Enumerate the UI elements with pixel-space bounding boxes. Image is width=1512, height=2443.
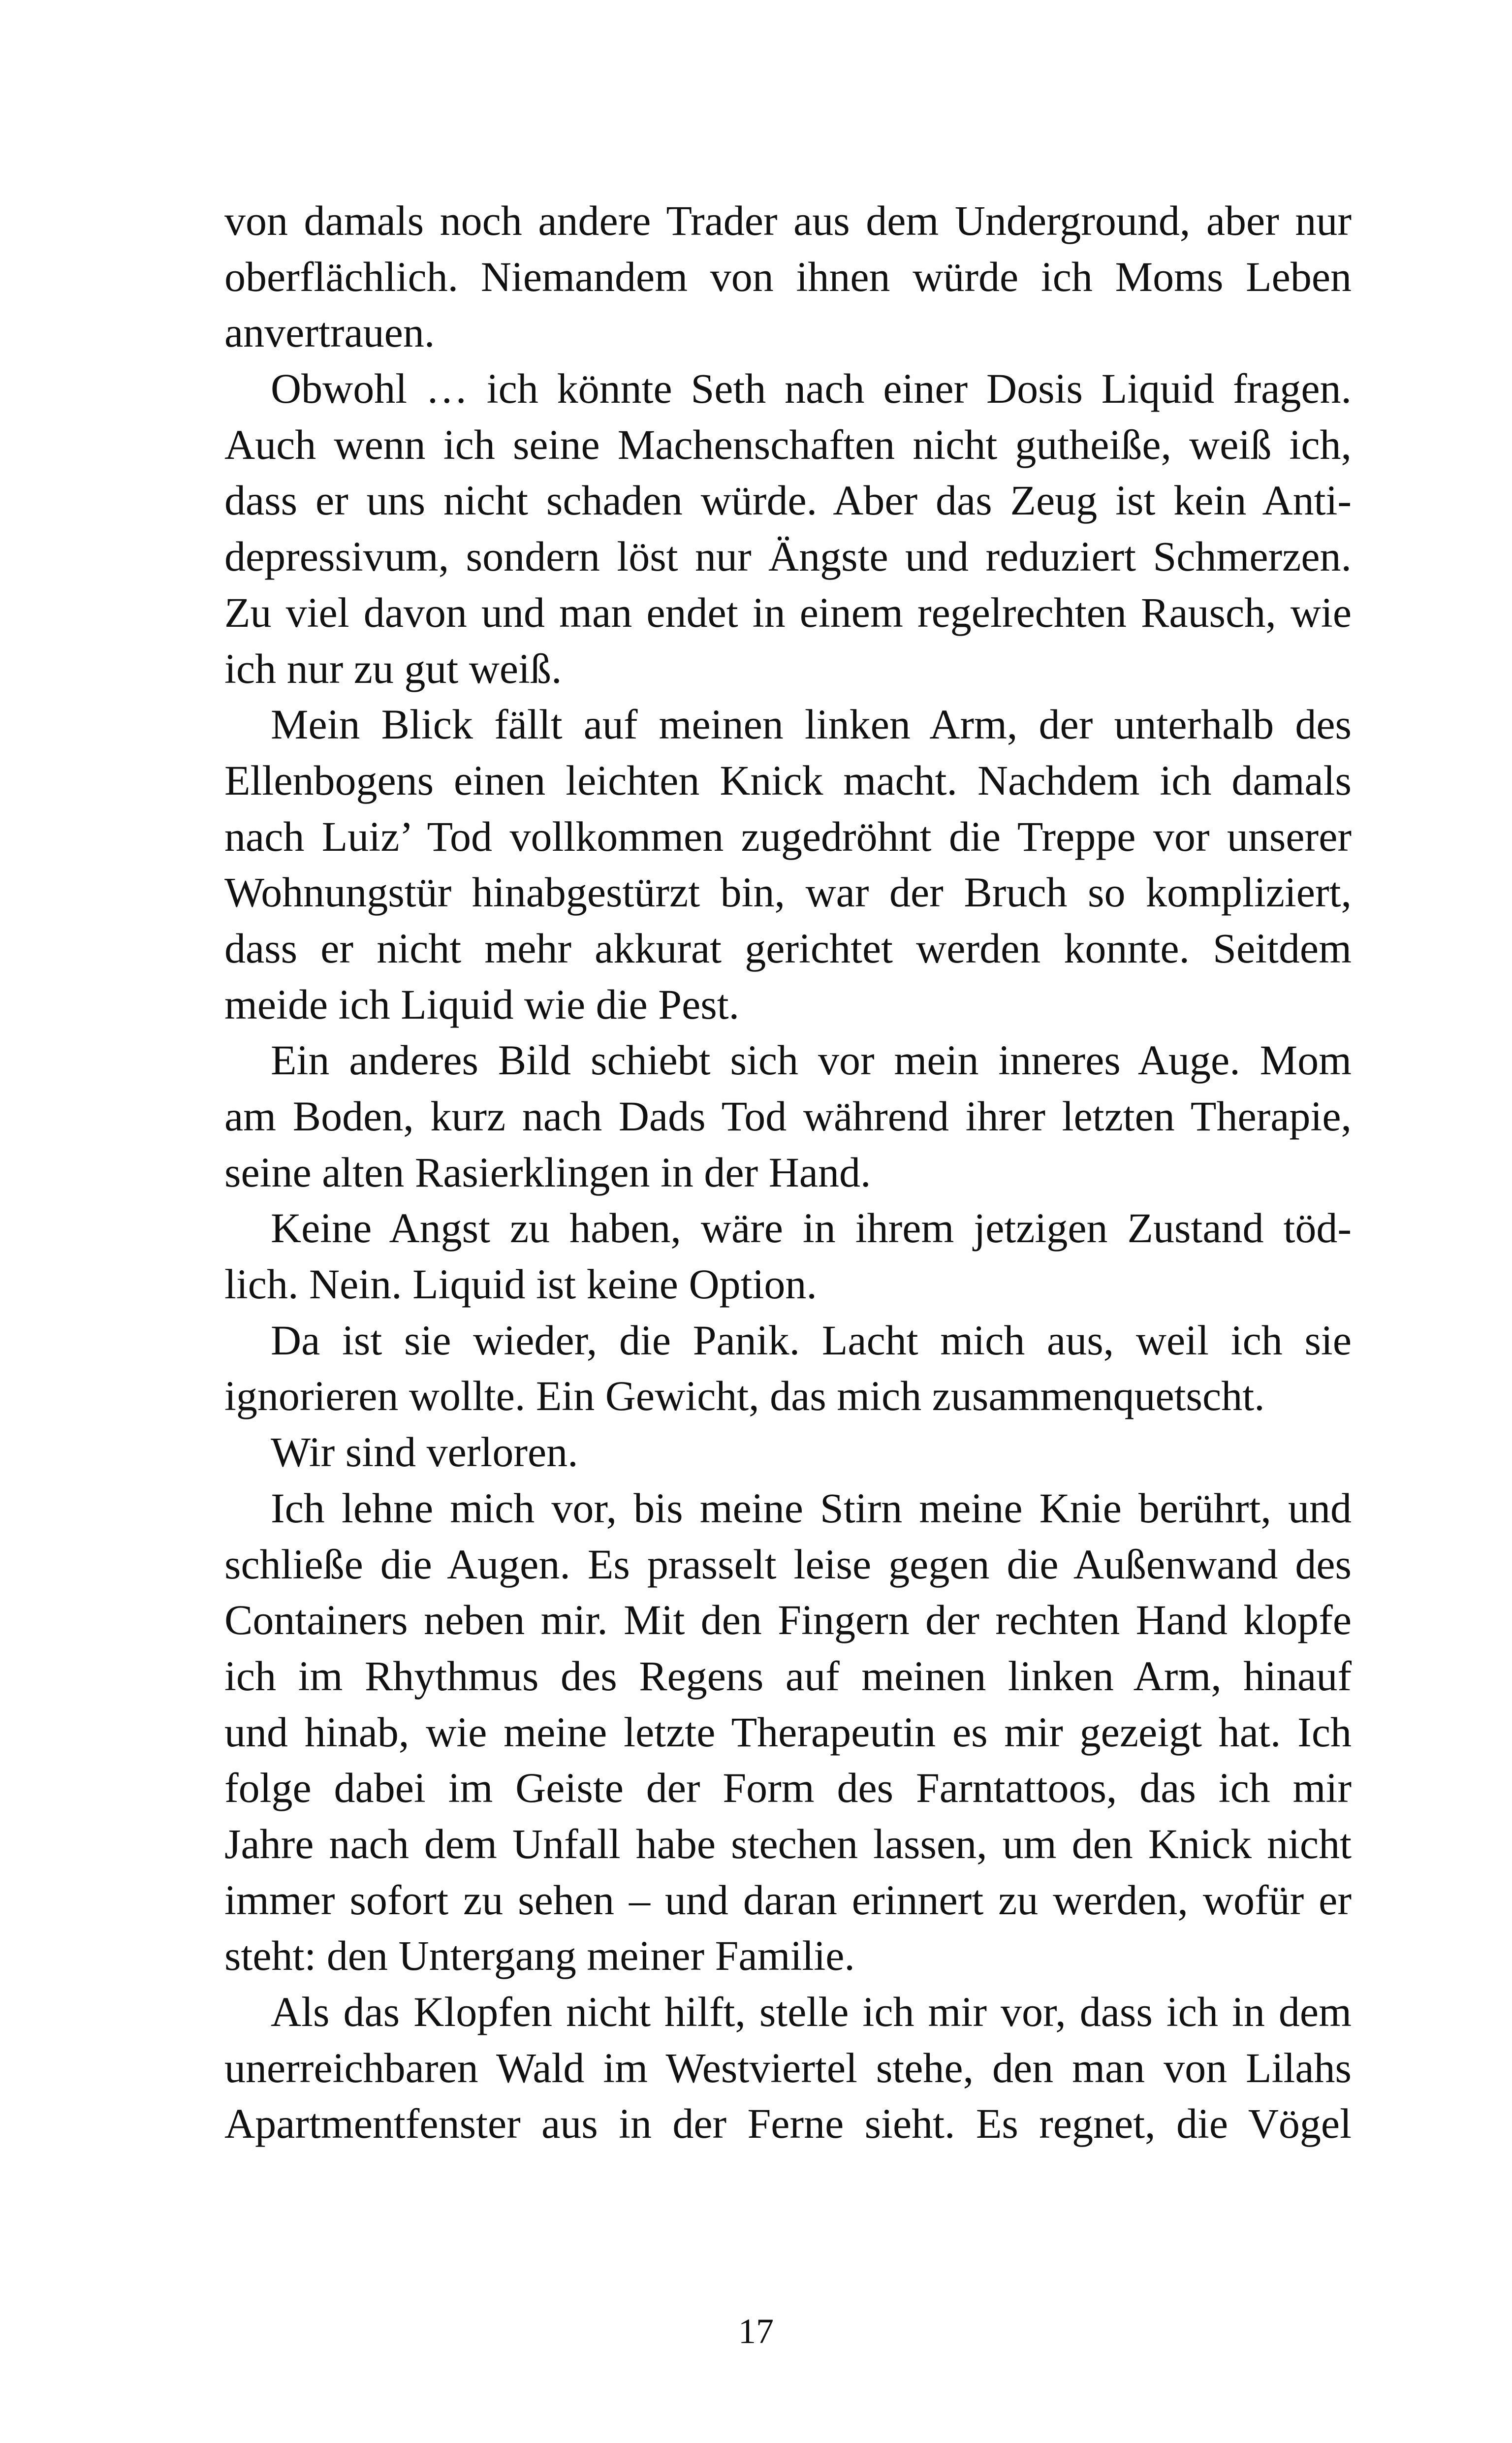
text-line: Mein Blick fällt auf meinen linken Arm, der unterhalb des [271, 701, 1352, 748]
text-line: von damals noch andere Trader aus dem Underground, aber nur [224, 197, 1352, 244]
text-line: Ein anderes Bild schiebt sich vor mein inneres Auge. Mom [271, 1036, 1352, 1084]
text-line: dass er uns nicht schaden würde. Aber das Zeug ist kein Anti- [224, 477, 1352, 524]
text-line: Ich lehne mich vor, bis meine Stirn meine Knie berührt, und [271, 1484, 1352, 1532]
text-line: Da ist sie wieder, die Panik. Lacht mich aus, weil ich sie [271, 1316, 1352, 1364]
text-line: Ellenbogens einen leichten Knick macht. Nachdem ich damals [224, 756, 1352, 804]
text-line: Zu viel davon und man endet in einem regelrechten Rausch, wie [224, 588, 1352, 636]
text-line: ich im Rhythmus des Regens auf meinen linken Arm, hinauf [224, 1652, 1352, 1700]
text-line: schließe die Augen. Es prasselt leise gegen die Außenwand des [224, 1540, 1352, 1588]
text-line: Wir sind verloren. [271, 1428, 578, 1476]
text-line: dass er nicht mehr akkurat gerichtet werden konnte. Seitdem [224, 924, 1352, 972]
text-line: unerreichbaren Wald im Westviertel stehe, den man von Lilahs [224, 2044, 1352, 2091]
text-line: steht: den Untergang meiner Familie. [224, 1932, 855, 1980]
text-line: nach Luiz’ Tod vollkommen zugedröhnt die Treppe vor unserer [224, 812, 1352, 860]
text-line: Apartmentfenster aus in der Ferne sieht. Es regnet, die Vögel [224, 2100, 1352, 2148]
page-number: 17 [738, 2312, 774, 2351]
text-line: folge dabei im Geiste der Form des Farntattoos, das ich mir [224, 1764, 1352, 1812]
text-line: Auch wenn ich seine Machenschaften nicht gutheiße, weiß ich, [224, 420, 1352, 468]
text-line: Obwohl … ich könnte Seth nach einer Dosis Liquid fragen. [271, 365, 1352, 413]
text-line: Keine Angst zu haben, wäre in ihrem jetzigen Zustand töd- [271, 1204, 1352, 1252]
text-line: depressivum, sondern löst nur Ängste und reduziert Schmerzen. [224, 533, 1352, 580]
body-text [224, 193, 1352, 2152]
text-line: meide ich Liquid wie die Pest. [224, 980, 740, 1028]
text-line: Containers neben mir. Mit den Fingern der rechten Hand klopfe [224, 1596, 1352, 1644]
text-line: lich. Nein. Liquid ist keine Option. [224, 1260, 817, 1308]
text-line: oberflächlich. Niemandem von ihnen würde ich Moms Leben [224, 253, 1352, 300]
text-line: Wohnungstür hinabgestürzt bin, war der Bruch so kompliziert, [224, 868, 1352, 916]
text-line: am Boden, kurz nach Dads Tod während ihrer letzten Therapie, [224, 1093, 1352, 1140]
text-line: ignorieren wollte. Ein Gewicht, das mich zusammenquetscht. [224, 1372, 1265, 1420]
text-line: Als das Klopfen nicht hilft, stelle ich mir vor, dass ich in dem [271, 1988, 1352, 2035]
text-line: seine alten Rasierklingen in der Hand. [224, 1148, 871, 1196]
text-line: anvertrauen. [224, 309, 435, 356]
text-line: Jahre nach dem Unfall habe stechen lassen, um den Knick nicht [224, 1820, 1352, 1867]
text-line: und hinab, wie meine letzte Therapeutin es mir gezeigt hat. Ich [224, 1708, 1352, 1756]
text-line: immer sofort zu sehen – und daran erinnert zu werden, wofür er [224, 1876, 1352, 1924]
text-line: ich nur zu gut weiß. [224, 644, 562, 692]
